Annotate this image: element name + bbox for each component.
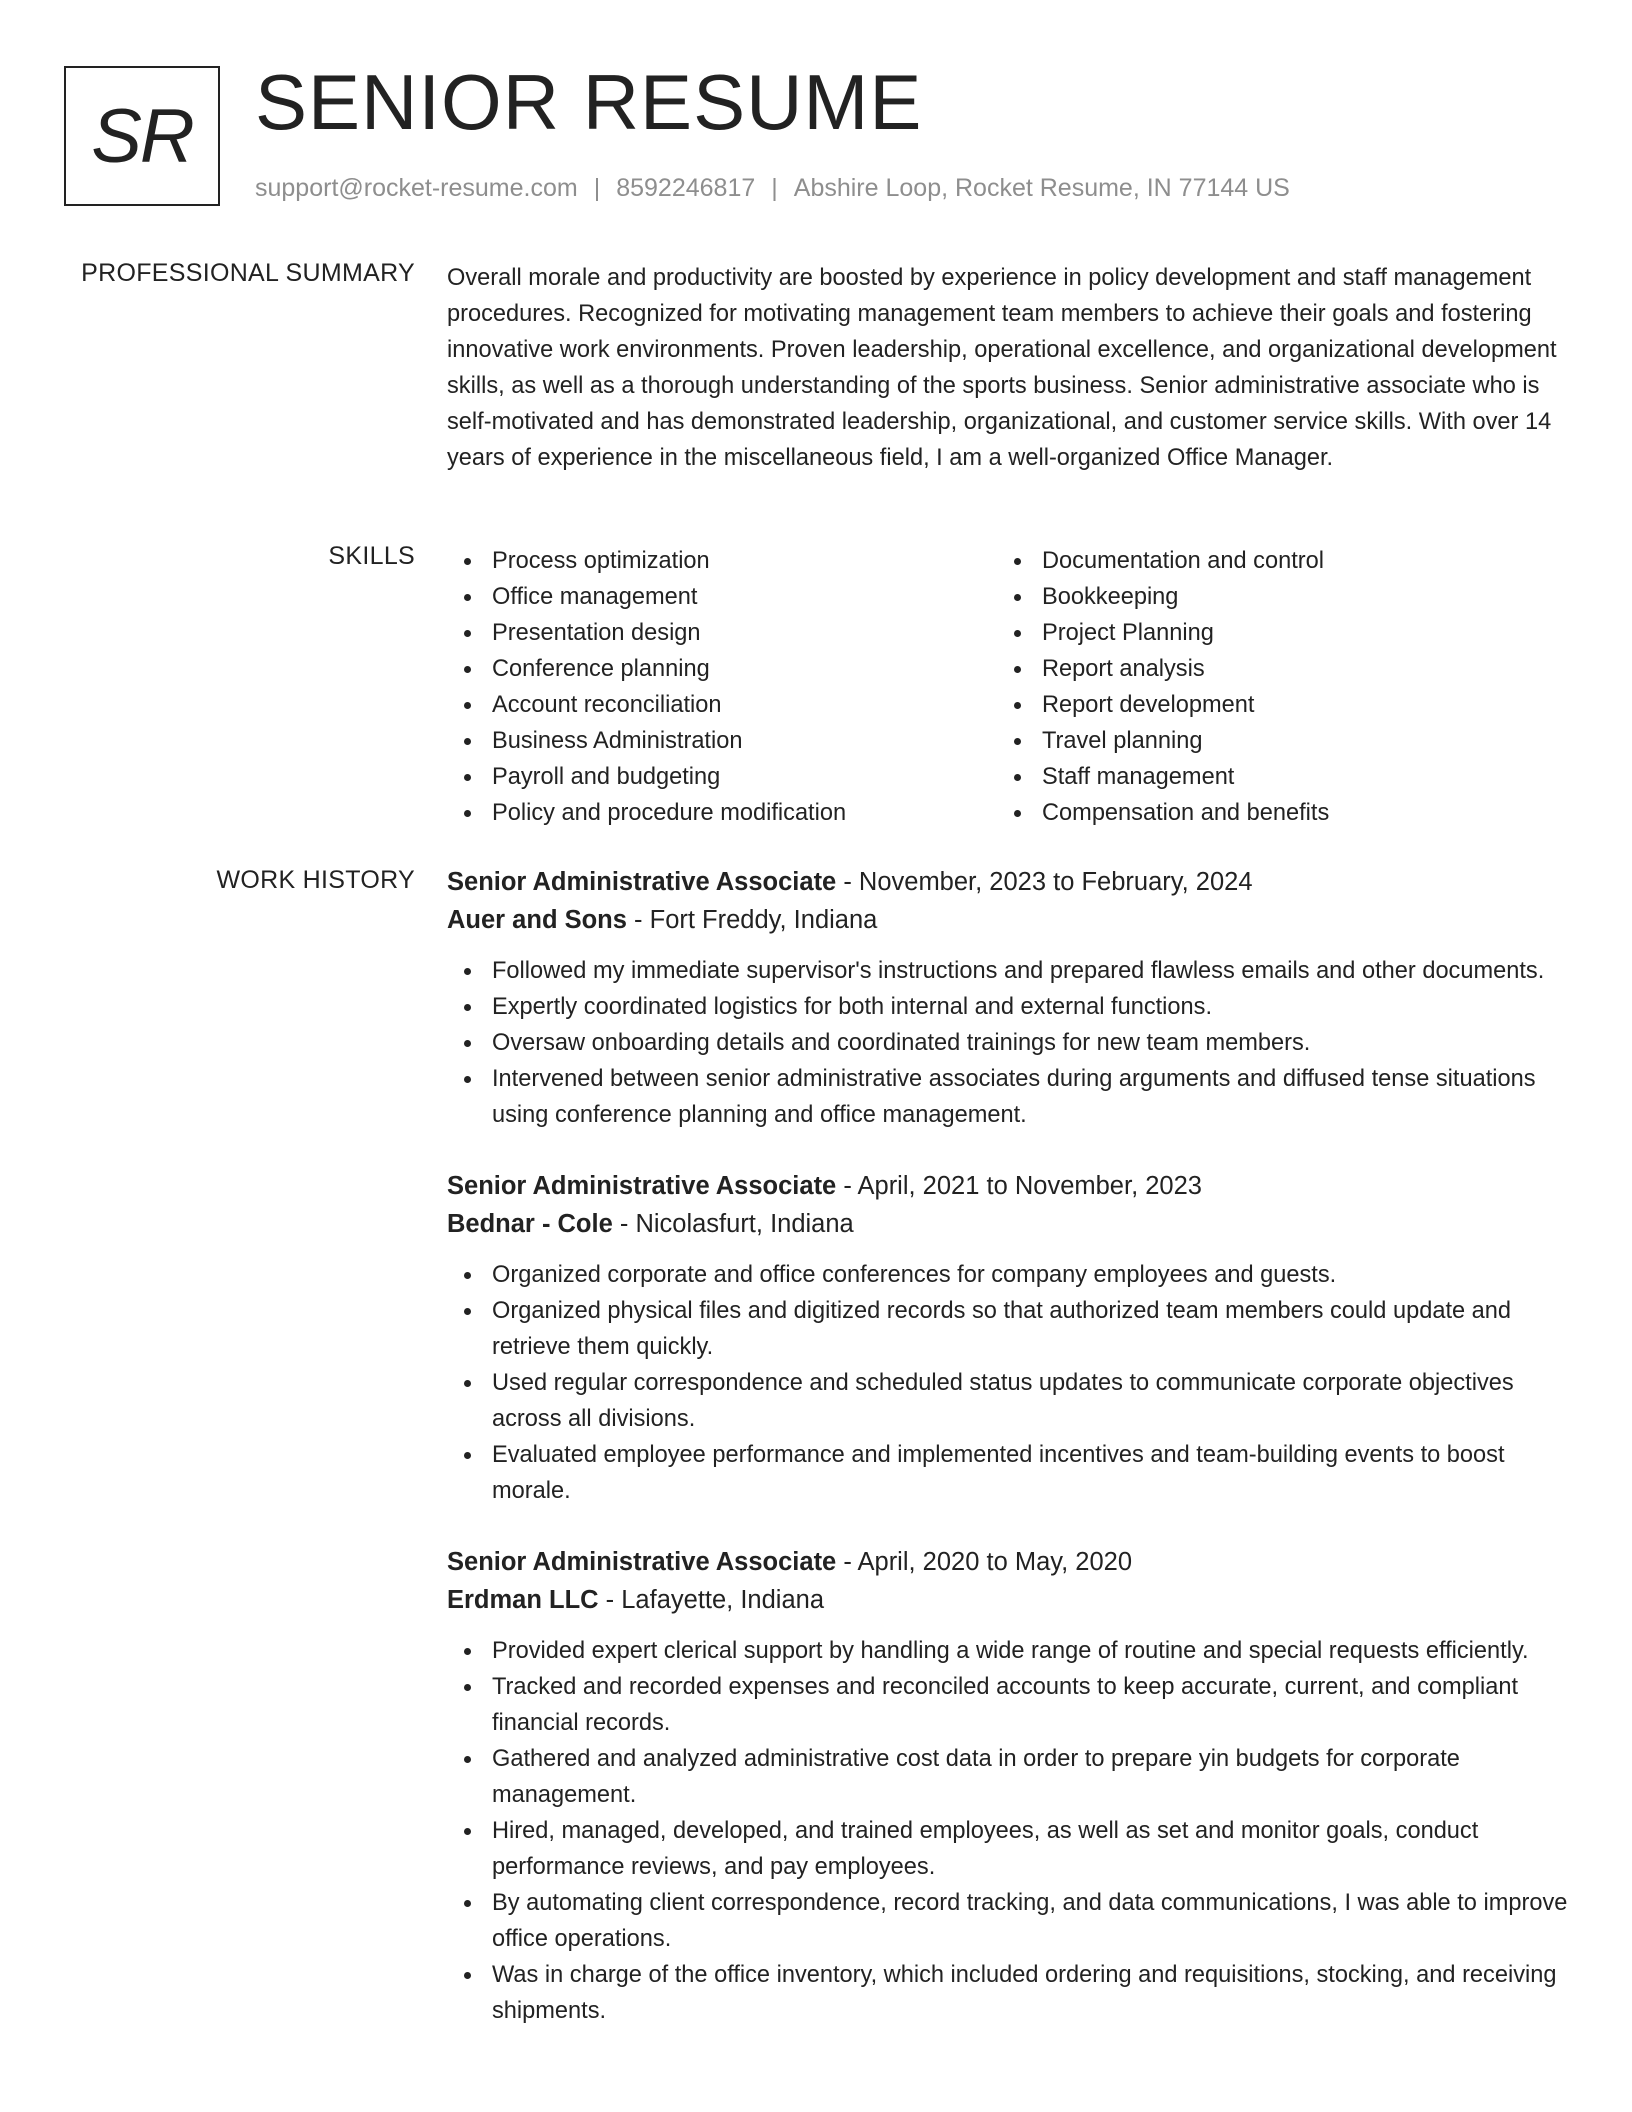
skill-item: Project Planning: [997, 615, 1547, 651]
skills-grid: [447, 543, 1572, 831]
skill-item: Documentation and control: [997, 543, 1547, 579]
skill-item: Presentation design: [447, 615, 997, 651]
job-company: Auer and Sons: [447, 906, 627, 934]
skill-item: Office management: [447, 579, 997, 615]
job-dates: - November, 2023 to February, 2024: [836, 868, 1253, 896]
skills-column-left: [447, 543, 997, 831]
job-bullet: Used regular correspondence and scheduled status updates to communicate corporate objectives across all divisions.: [447, 1365, 1572, 1437]
skill-item: Conference planning: [447, 651, 997, 687]
job-bullets: [447, 1257, 1572, 1509]
summary-text: Overall morale and productivity are boosted by experience in policy development and staff management procedures. Recognized for motivating management team members to achieve their goals and fostering innovative work environments. Proven leadership, operational excellence, and organizational development skills, as well as a thorough understanding of the sports business. Senior administrative associate who is self-motivated and has demonstrated leadership, organizational, and customer service skills. With over 14 years of experience in the miscellaneous field, I am a well-organized Office Manager.: [447, 265, 1557, 471]
job-title-line: [447, 1543, 1572, 1581]
job-company-line: [447, 1581, 1572, 1619]
job-dates: - April, 2021 to November, 2023: [836, 1172, 1202, 1200]
job-entry: [447, 1167, 1572, 1509]
job-dates: - April, 2020 to May, 2020: [836, 1548, 1133, 1576]
summary-body: [447, 260, 1572, 476]
job-title-line: [447, 1167, 1572, 1205]
job-bullet: Followed my immediate supervisor's instructions and prepared flawless emails and other documents.: [447, 953, 1572, 989]
job-bullet: Gathered and analyzed administrative cost data in order to prepare yin budgets for corporate management.: [447, 1741, 1572, 1813]
contact-line: [255, 174, 1290, 203]
job-bullet: By automating client correspondence, record tracking, and data communications, I was able to improve office operations.: [447, 1885, 1572, 1957]
job-title: Senior Administrative Associate: [447, 1548, 837, 1576]
skill-item: Travel planning: [997, 723, 1547, 759]
job-title: Senior Administrative Associate: [447, 1172, 837, 1200]
skill-item: Payroll and budgeting: [447, 759, 997, 795]
job-company: Bednar - Cole: [447, 1210, 613, 1238]
job-bullet: Provided expert clerical support by handling a wide range of routine and special requests efficiently.: [447, 1633, 1572, 1669]
section-label-summary: PROFESSIONAL SUMMARY: [81, 259, 415, 287]
skill-item: Process optimization: [447, 543, 997, 579]
job-entry: [447, 1543, 1572, 2029]
contact-separator: |: [593, 174, 601, 202]
job-title-line: [447, 863, 1572, 901]
skill-item: Staff management: [997, 759, 1547, 795]
skill-item: Account reconciliation: [447, 687, 997, 723]
skill-item: Policy and procedure modification: [447, 795, 997, 831]
job-location: - Nicolasfurt, Indiana: [612, 1210, 854, 1238]
job-location: - Lafayette, Indiana: [598, 1586, 824, 1614]
job-bullet: Oversaw onboarding details and coordinated trainings for new team members.: [447, 1025, 1572, 1061]
job-bullet: Expertly coordinated logistics for both internal and external functions.: [447, 989, 1572, 1025]
job-title: Senior Administrative Associate: [447, 868, 837, 896]
job-bullet: Organized physical files and digitized records so that authorized team members could update and retrieve them quickly.: [447, 1293, 1572, 1365]
job-bullet: Was in charge of the office inventory, which included ordering and requisitions, stocking, and receiving shipments.: [447, 1957, 1572, 2029]
skills-column-right: [997, 543, 1547, 831]
contact-phone: 8592246817: [616, 174, 756, 202]
skill-item: Bookkeeping: [997, 579, 1547, 615]
job-bullets: [447, 1633, 1572, 2029]
job-bullet: Organized corporate and office conferences for company employees and guests.: [447, 1257, 1572, 1293]
contact-separator: |: [771, 174, 778, 202]
contact-email: support@rocket-resume.com: [255, 174, 578, 202]
work-history-body: [447, 863, 1572, 2063]
monogram-box: [64, 66, 220, 206]
job-bullets: [447, 953, 1572, 1133]
job-bullet: Hired, managed, developed, and trained employees, as well as set and monitor goals, conduct performance reviews, and pay employees.: [447, 1813, 1572, 1885]
contact-address: Abshire Loop, Rocket Resume, IN 77144 US: [793, 174, 1290, 202]
job-bullet: Intervened between senior administrative associates during arguments and diffused tense situations using conference planning and office management.: [447, 1061, 1572, 1133]
skill-item: Report development: [997, 687, 1547, 723]
job-location: - Fort Freddy, Indiana: [626, 906, 878, 934]
skill-item: Compensation and benefits: [997, 795, 1547, 831]
skills-body: [447, 543, 1572, 831]
job-company-line: [447, 1205, 1572, 1243]
job-bullet: Evaluated employee performance and implemented incentives and team-building events to boost morale.: [447, 1437, 1572, 1509]
job-company: Erdman LLC: [447, 1586, 599, 1614]
job-entry: [447, 863, 1572, 1133]
section-label-work-history: WORK HISTORY: [216, 866, 415, 894]
monogram-initials: SR: [91, 93, 193, 179]
resume-name: SENIOR RESUME: [255, 58, 923, 146]
job-bullet: Tracked and recorded expenses and reconciled accounts to keep accurate, current, and compliant financial records.: [447, 1669, 1572, 1741]
skill-item: Report analysis: [997, 651, 1547, 687]
job-company-line: [447, 901, 1572, 939]
skill-item: Business Administration: [447, 723, 997, 759]
section-label-skills: SKILLS: [328, 542, 415, 570]
